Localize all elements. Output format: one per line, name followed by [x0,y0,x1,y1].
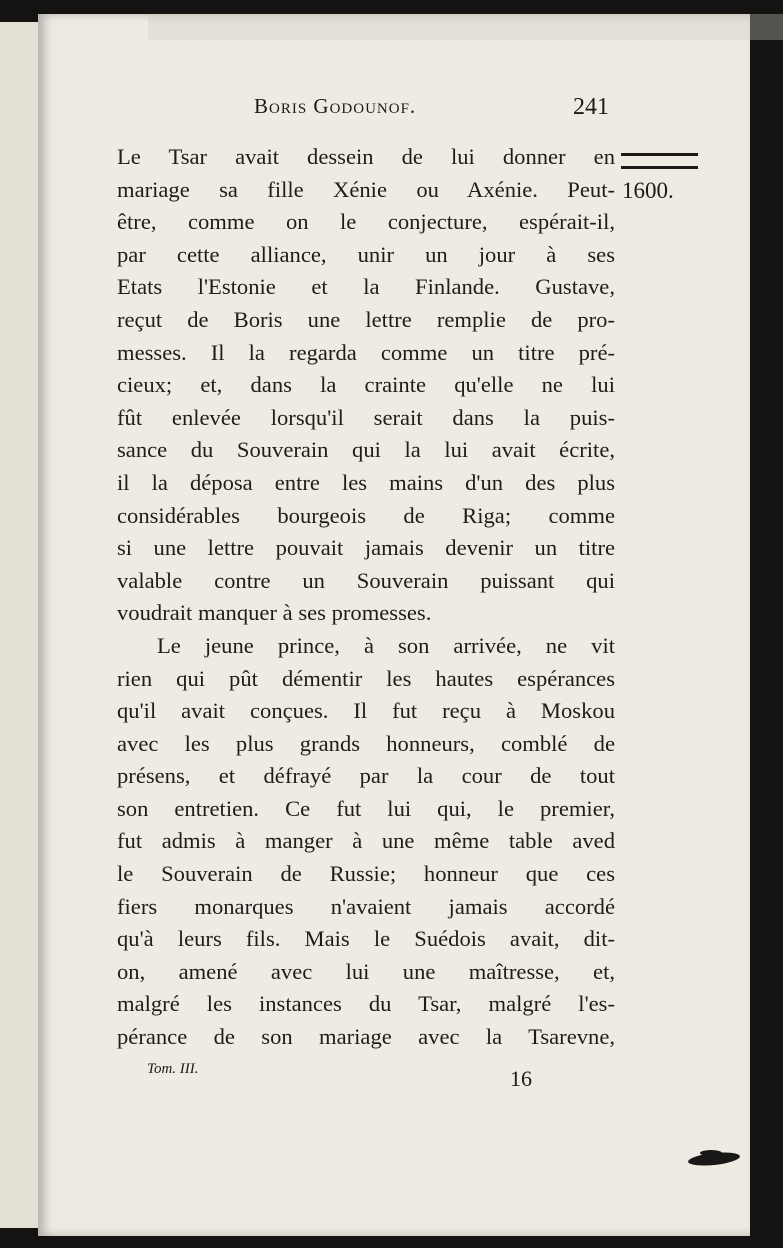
signature-volume: Tom. III. [147,1061,199,1077]
text-line: par cette alliance, unir un jour à ses [117,241,615,267]
text-line: voudrait manquer à ses promesses. [117,600,432,626]
text-line: messes. Il la regarda comme un titre pré- [117,339,615,365]
text-line: malgré les instances du Tsar, malgré l'es- [117,991,615,1017]
text-line: Etats l'Estonie et la Finlande. Gustave, [117,274,615,300]
text-line: valable contre un Souverain puissant qui [117,567,615,593]
text-line: être, comme on le conjecture, espérait-il, [117,209,615,235]
text-line: qu'il avait conçues. Il fut reçu à Moskou [117,698,615,724]
margin-year: 1600. [622,178,674,203]
text-line: qu'à leurs fils. Mais le Suédois avait, dit- [117,926,615,952]
body-text [117,141,615,1054]
text-line: son entretien. Ce fut lui qui, le premier, [117,795,615,821]
text-line: Le Tsar avait dessein de lui donner en [117,144,615,169]
text-line: si une lettre pouvait jamais devenir un titre [117,535,615,561]
text-line: fut admis à manger à une même table aved [117,828,615,854]
text-line: sance du Souverain qui la lui avait écrite, [117,437,615,463]
signature-mark: 16 [510,1066,532,1091]
text-line: pérance de son mariage avec la Tsarevne, [117,1024,615,1050]
text-line: présens, et défrayé par la cour de tout [117,763,615,789]
text-line: avec les plus grands honneurs, comblé de [117,730,615,756]
text-line: cieux; et, dans la crainte qu'elle ne lui [117,372,615,398]
margin-double-rule [621,153,698,169]
page-top-shadow [148,14,783,40]
ink-blot [700,1150,722,1156]
text-line: le Souverain de Russie; honneur que ces [117,861,615,887]
page-number: 241 [573,94,609,120]
text-line: on, amené avec lui une maîtresse, et, [117,958,615,984]
text-line: rien qui pût démentir les hautes espérances [117,665,615,691]
text-line: fût enlevée lorsqu'il serait dans la puis- [117,404,615,430]
text-line: il la déposa entre les mains d'un des plus [117,469,615,495]
text-line: mariage sa fille Xénie ou Axénie. Peut- [117,176,615,202]
text-line: fiers monarques n'avaient jamais accordé [117,893,615,919]
text-line: considérables bourgeois de Riga; comme [117,502,615,528]
running-title: Boris Godounof. [254,94,417,118]
text-line: reçut de Boris une lettre remplie de pro- [117,306,615,332]
text-line: Le jeune prince, à son arrivée, ne vit [157,632,615,658]
